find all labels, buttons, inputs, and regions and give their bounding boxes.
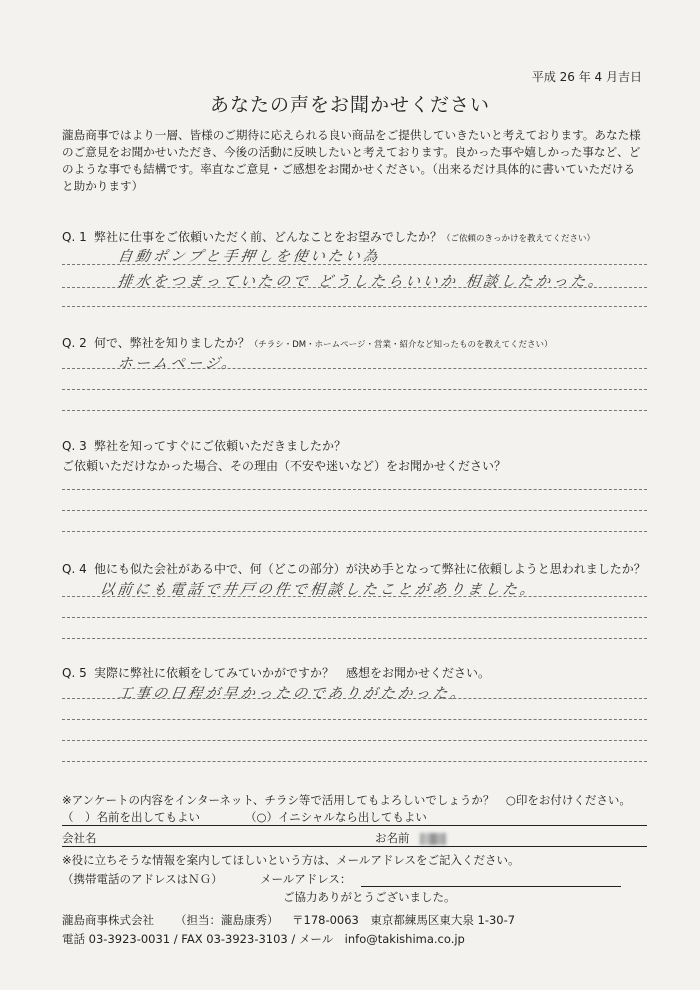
question-number: Q. 2 xyxy=(62,336,87,350)
answer-line xyxy=(62,617,647,618)
question-number: Q. 4 xyxy=(62,562,87,576)
intro-text xyxy=(62,127,647,195)
question-4 xyxy=(62,560,646,577)
answer-line xyxy=(62,306,647,307)
divider xyxy=(62,846,647,847)
consent-question: ※アンケートの内容をインターネット、チラシ等で活用してもよろしいでしょうか？ ○印をお付けください。 xyxy=(62,793,631,807)
footer-person: （担当：瀧島康秀） xyxy=(175,913,279,927)
intro-line: のような事でも結構です。率直なご意見・ご感想をお聞かせください。（出来るだけ具体的に書いていただける xyxy=(62,162,635,176)
question-text: 他にも似た会社がある中で、何（どこの部分）が決め手となって弊社に依頼しようと思われましたか？ xyxy=(94,562,646,576)
footer-contact: 電話 03-3923-0031 / FAX 03-3923-3103 / メール info@takishima.co.jp xyxy=(62,932,465,946)
question-note: （ご依頼のきっかけを教えてください） xyxy=(442,234,596,244)
question-1 xyxy=(62,228,595,245)
handwritten-answer: 工事の日程が早かったのでありがたかった。 xyxy=(116,686,469,702)
answer-line xyxy=(62,761,647,762)
question-3-subtext: ご依頼いただけなかった場合、その理由（不安や迷いなど）をお聞かせください？ xyxy=(62,459,507,473)
handwritten-answer: 排水をつまっていたので どうしたらいいか 相談したかった。 xyxy=(116,274,607,290)
customer-name-field xyxy=(375,830,446,846)
question-text: 弊社を知ってすぐにご依頼いただきましたか？ xyxy=(94,439,347,453)
answer-line xyxy=(62,638,647,639)
consent-option-initial[interactable]: （○）イニシャルなら出してもよい xyxy=(245,810,427,824)
intro-line: のご意見をお聞かせいただき、今後の活動に反映したいと考えております。良かった事や嬉しかった事など、ど xyxy=(62,145,641,159)
answer-line xyxy=(62,489,647,490)
email-field[interactable] xyxy=(260,871,621,887)
answer-line xyxy=(62,264,647,265)
answer-line xyxy=(62,719,647,720)
company-name-label: 会社名 xyxy=(62,831,97,845)
question-text: 実際に弊社に依頼をしてみていかがですか？ 感想をお聞かせください。 xyxy=(94,666,491,680)
redacted-name xyxy=(420,833,446,845)
answer-line xyxy=(62,389,647,390)
footer-company: 瀧島商事株式会社 xyxy=(62,913,154,927)
handwritten-answer: 以前にも電話で井戸の件で相談したことがありました。 xyxy=(98,582,539,598)
page-title: あなたの声をお聞かせください xyxy=(209,94,490,116)
email-note: ※役に立ちそうな情報を案内してほしいという方は、メールアドレスをご記入ください。 xyxy=(62,853,520,867)
question-2 xyxy=(62,334,552,351)
email-input-line[interactable] xyxy=(361,875,621,887)
survey-date: 平成 26 年 4 月吉日 xyxy=(531,70,642,84)
question-text: 弊社に仕事をご依頼いただく前、どんなことをお望みでしたか？ xyxy=(94,230,443,244)
answer-line xyxy=(62,531,647,532)
answer-line xyxy=(62,287,647,288)
question-number: Q. 3 xyxy=(62,439,87,453)
answer-line xyxy=(62,596,647,597)
answer-line xyxy=(62,698,647,699)
handwritten-answer: ホームページ。 xyxy=(116,356,240,372)
consent-option-name[interactable]: （ ）名前を出してもよい xyxy=(62,810,200,824)
email-label: メールアドレス： xyxy=(260,872,352,886)
question-3 xyxy=(62,437,346,454)
question-number: Q. 5 xyxy=(62,666,87,680)
answer-line xyxy=(62,368,647,369)
question-text: 何で、弊社を知りましたか？ xyxy=(94,336,250,350)
intro-line: と助かります） xyxy=(62,179,144,193)
thanks-message: ご協力ありがとうございました。 xyxy=(283,890,456,904)
question-number: Q. 1 xyxy=(62,230,87,244)
question-note: （チラシ・DM・ホームページ・営業・紹介など知ったものを教えてください） xyxy=(249,340,553,350)
mobile-note: （携帯電話のアドレスはＮＧ） xyxy=(62,872,223,886)
footer-address: 〒178-0063 東京都練馬区東大泉 1-30-7 xyxy=(292,913,516,927)
answer-line xyxy=(62,740,647,741)
divider xyxy=(62,825,647,826)
handwritten-answer: 自動ポンプと手押しを使いたい為 xyxy=(116,249,382,265)
answer-line xyxy=(62,510,647,511)
intro-line: 瀧島商事ではより一層、皆様のご期待に応えられる良い商品をご提供していきたいと考えております。あなた様 xyxy=(62,128,641,142)
answer-line xyxy=(62,410,647,411)
question-5 xyxy=(62,664,490,681)
customer-name-label: お名前 xyxy=(375,831,410,845)
